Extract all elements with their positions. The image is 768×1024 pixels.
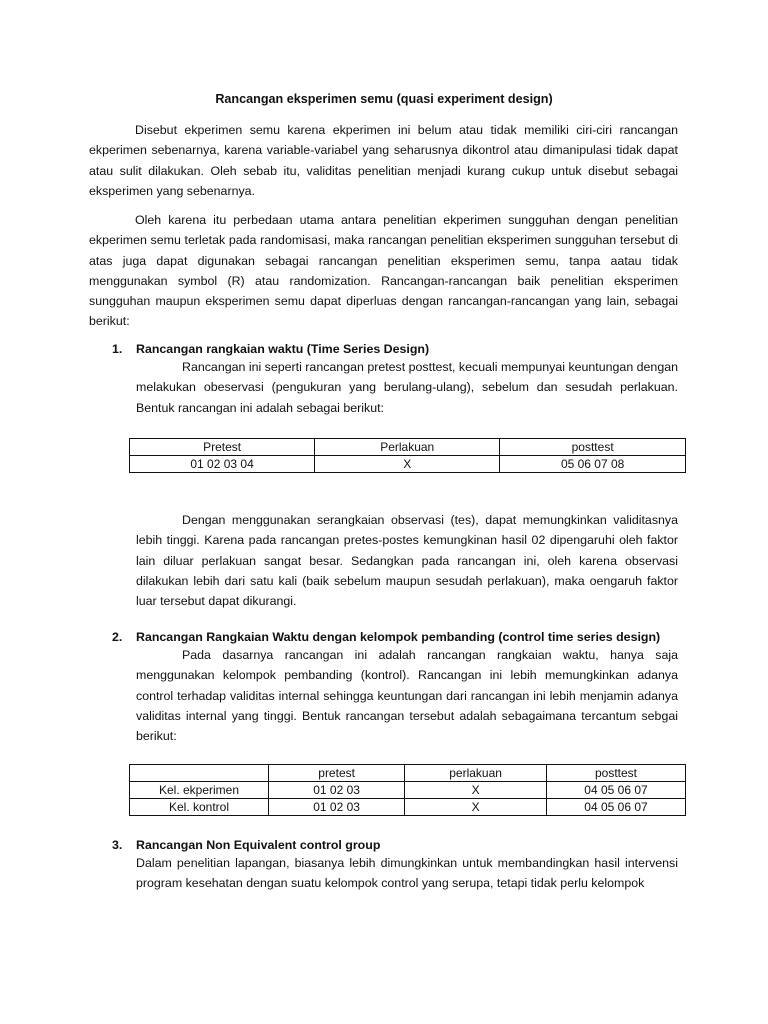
section-2-number: 2. [112, 630, 123, 644]
table-cell: X [315, 456, 500, 473]
section-2-heading [112, 627, 660, 647]
section-3-heading [112, 835, 380, 855]
time-series-table [129, 438, 686, 473]
table-row [130, 799, 686, 816]
table-cell: 04 05 06 07 [546, 799, 685, 816]
section-2-title: Rancangan Rangkaian Waktu dengan kelompok pembanding (control time series design) [136, 630, 661, 644]
table-row [130, 782, 686, 799]
section-3-number: 3. [112, 838, 123, 852]
section-1-explanation: Dengan menggunakan serangkaian observasi (tes), dapat memungkinkan validitasnya lebih tinggi. Karena pada rancangan pretes-postes kemungkinan hasil 02 dipengaruhi oleh faktor lain diluar perlakuan sangat besar. Sedangkan pada rancangan ini, oleh karena observasi dilakukan lebih dari satu kali (baik sebelum maupun sesudah perlakuan), maka oengaruh faktor luar tersebut dapat dikurangi. [136, 513, 678, 609]
table-header-cell: Perlakuan [315, 439, 500, 456]
table-header-row [130, 439, 686, 456]
section-1-heading [112, 339, 429, 359]
table-cell: Kel. kontrol [130, 799, 269, 816]
table-cell: 01 02 03 [269, 782, 405, 799]
table-header-cell: pretest [269, 765, 405, 782]
section-3-title: Rancangan Non Equivalent control group [136, 838, 381, 852]
page-title: Rancangan eksperimen semu (quasi experiment design) [215, 92, 553, 106]
section-3-intro: Dalam penelitian lapangan, biasanya lebih dimungkinkan untuk membandingkan hasil intervensi program kesehatan dengan suatu kelompok control yang serupa, tetapi tidak perlu kelompok [136, 856, 678, 891]
table-row [130, 456, 686, 473]
table-cell: 05 06 07 08 [500, 456, 686, 473]
table-header-cell: posttest [500, 439, 686, 456]
table-header-row [130, 765, 686, 782]
table-header-cell: posttest [546, 765, 685, 782]
section-1-title: Rancangan rangkaian waktu (Time Series Design) [136, 342, 430, 356]
table-cell: X [405, 782, 547, 799]
section-2-intro: Pada dasarnya rancangan ini adalah rancangan rangkaian waktu, hanya saja menggunakan kelompok pembanding (kontrol). Rancangan ini lebih memungkinkan adanya control terhadap validitas internal sehingga keuntungan dari rancangan ini lebih menjamin adanya validitas internal yang tinggi. Bentuk rancangan tersebut adalah sebagaimana tercantum sebgai berikut: [136, 648, 678, 744]
table-cell: 01 02 03 [269, 799, 405, 816]
control-time-series-table [129, 764, 686, 816]
table-header-cell: Pretest [130, 439, 315, 456]
section-1-intro: Rancangan ini seperti rancangan pretest posttest, kecuali mempunyai keuntungan dengan melakukan obeservasi (pengukuran yang berulang-ulang), sebelum dan sesudah perlakuan. Bentuk rancangan ini adalah sebagai berikut: [136, 360, 678, 415]
paragraph-difference: Oleh karena itu perbedaan utama antara penelitian ekperimen sungguhan dengan penelitian ekperimen semu terletak pada randomisasi, maka rancangan penelitian eksperimen sungguhan tersebut di atas juga dapat digunakan sebagai rancangan penelitian eksperimen semu, tanpa aatau tidak menggunakan symbol (R) atau randomization. Rancangan-rancangan baik penelitian eksperimen sungguhan maupun eksperimen semu dapat diperluas dengan rancangan-rancangan yang lain, sebagai berikut: [89, 213, 678, 329]
table-cell: 01 02 03 04 [130, 456, 315, 473]
table-header-cell [130, 765, 269, 782]
table-cell: Kel. ekperimen [130, 782, 269, 799]
paragraph-definition: Disebut ekperimen semu karena ekperimen ini belum atau tidak memiliki ciri-ciri rancangan ekperimen sebenarnya, karena variable-variabel yang seharusnya dikontrol atau dimanipulasi tidak dapat atau sulit dilakukan. Oleh sebab itu, validitas penelitian menjadi kurang cukup untuk disebut sebagai eksperimen yang sebenarnya. [89, 123, 678, 198]
section-1-number: 1. [112, 342, 123, 356]
table-cell: X [405, 799, 547, 816]
table-header-cell: perlakuan [405, 765, 547, 782]
table-cell: 04 05 06 07 [546, 782, 685, 799]
